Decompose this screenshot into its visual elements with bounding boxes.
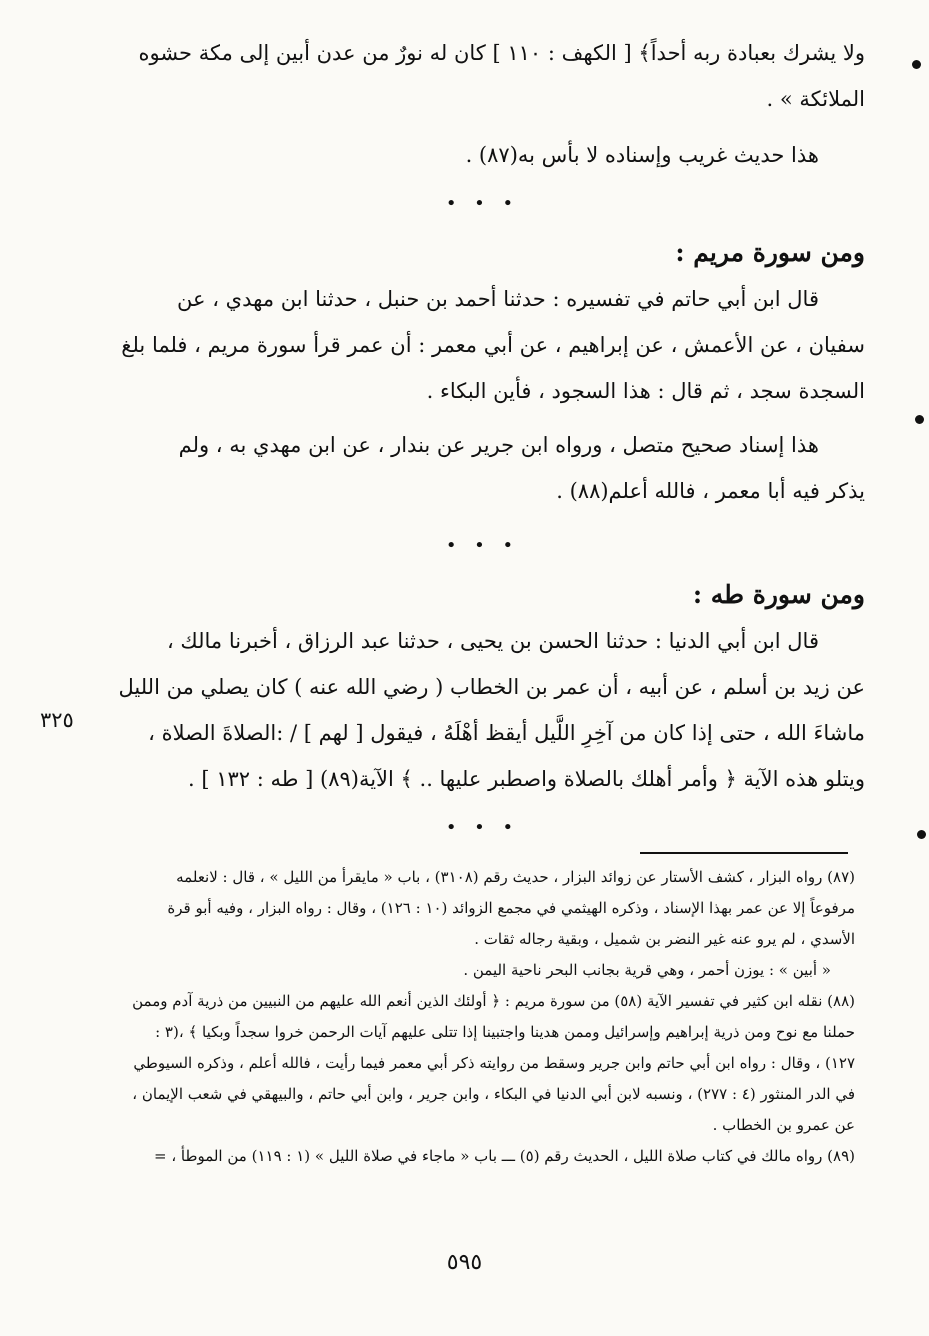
paragraph-line: هذا حديث غريب وإسناده لا بأس به(٨٧) . <box>465 143 819 167</box>
footnote-line: (٨٩) رواه مالك في كتاب صلاة الليل ، الحديث رقم (٥) ـــ باب « ماجاء في صلاة الليل » (١ : ١١٩) من الموطأ ، = <box>153 1147 855 1165</box>
footnote-line: مرفوعاً إلا عن عمر بهذا الإسناد ، وذكره الهيثمي في مجمع الزوائد (١٠ : ١٢٦) ، وقال : رواه البزار ، وفيه أبو قرة <box>167 899 855 917</box>
footnote-line: في الدر المنثور (٤ : ٢٧٧) ، ونسبه لابن أبي الدنيا في البكاء ، وابن جرير ، وابن أبي حاتم ، والبيهقي في شعب الإيمان ، <box>132 1085 855 1103</box>
paragraph-line: ولا يشرك بعبادة ربه أحداً﴾ [ الكهف : ١١٠ ] كان له نورٌ من عدن أبين إلى مكة حشوه <box>138 41 865 65</box>
footnote-gloss: « أبين » : يوزن أحمر ، وهي قرية بجانب البحر ناحية اليمن . <box>463 961 831 979</box>
paragraph-line: ماشاءَ الله ، حتى إذا كان من آخِرِ اللَّيل أيقظ أهْلَهُ ، فيقول [ لهم ] / :الصلاةَ الصلاة ، <box>148 721 865 745</box>
footnote-divider <box>640 852 848 854</box>
section-heading-taha: ومن سورة طه : <box>692 580 865 609</box>
footnote-line: الأسدي ، لم يرو عنه غير النضر بن شميل ، وبقية رجاله ثقات . <box>474 930 855 948</box>
section-separator: • • • <box>445 535 520 556</box>
footnote-line: ١٢٧) ، وقال : رواه ابن أبي حاتم وابن جرير وسقط من روايته ذكر أبي معمر فيما رأيت ، فالله أعلم ، وذكره السيوطي <box>133 1054 855 1072</box>
margin-mark-icon <box>912 60 921 69</box>
paragraph-line: السجدة سجد ، ثم قال : هذا السجود ، فأين البكاء . <box>426 379 865 403</box>
section-separator: • • • <box>445 817 520 838</box>
paragraph-line: قال ابن أبي حاتم في تفسيره : حدثنا أحمد بن حنبل ، حدثنا ابن مهدي ، عن <box>177 287 819 311</box>
paragraph-line: سفيان ، عن الأعمش ، عن إبراهيم ، عن أبي معمر : أن عمر قرأ سورة مريم ، فلما بلغ <box>121 333 865 357</box>
footnote-line: حملنا مع نوح ومن ذرية إبراهيم وإسرائيل وممن هدينا واجتبينا إذا تتلى عليهم آيات الرحمن خروا سجداً وبكيا ﴾ ،(٣ : <box>155 1023 855 1041</box>
footnote-line: عن عمرو بن الخطاب . <box>712 1116 855 1134</box>
margin-page-reference: ٣٢٥ <box>40 708 74 732</box>
paragraph-line: عن زيد بن أسلم ، عن أبيه ، أن عمر بن الخطاب ( رضي الله عنه ) كان يصلي من الليل <box>118 675 865 699</box>
paragraph-line: ويتلو هذه الآية ﴿ وأمر أهلك بالصلاة واصطبر عليها .. ﴾ الآية(٨٩) [ طه : ١٣٢ ] . <box>187 767 865 791</box>
paragraph-line: يذكر فيه أبا معمر ، فالله أعلم(٨٨) . <box>556 479 865 503</box>
paragraph-line: قال ابن أبي الدنيا : حدثنا الحسن بن يحيى ، حدثنا عبد الرزاق ، أخبرنا مالك ، <box>166 629 819 653</box>
section-heading-maryam: ومن سورة مريم : <box>675 238 865 267</box>
paragraph-line: الملائكة » . <box>766 87 865 111</box>
page-number: ٥٩٥ <box>446 1250 483 1275</box>
footnote-line: (٨٨) نقله ابن كثير في تفسير الآية (٥٨) من سورة مريم : ﴿ أولئك الذين أنعم الله عليهم من النبيين من ذرية آدم وممن <box>132 992 855 1010</box>
main-text <box>100 30 865 854</box>
footnote-line: (٨٧) رواه البزار ، كشف الأستار عن زوائد البزار ، حديث رقم (٣١٠٨) ، باب « مايقرأ من الليل » ، قال : لانعلمه <box>176 868 855 886</box>
section-separator: • • • <box>445 193 520 214</box>
paragraph-line: هذا إسناد صحيح متصل ، ورواه ابن جرير عن بندار ، عن ابن مهدي به ، ولم <box>178 433 819 457</box>
margin-mark-icon <box>915 415 924 424</box>
margin-mark-icon <box>917 830 926 839</box>
footnotes <box>100 862 855 1172</box>
